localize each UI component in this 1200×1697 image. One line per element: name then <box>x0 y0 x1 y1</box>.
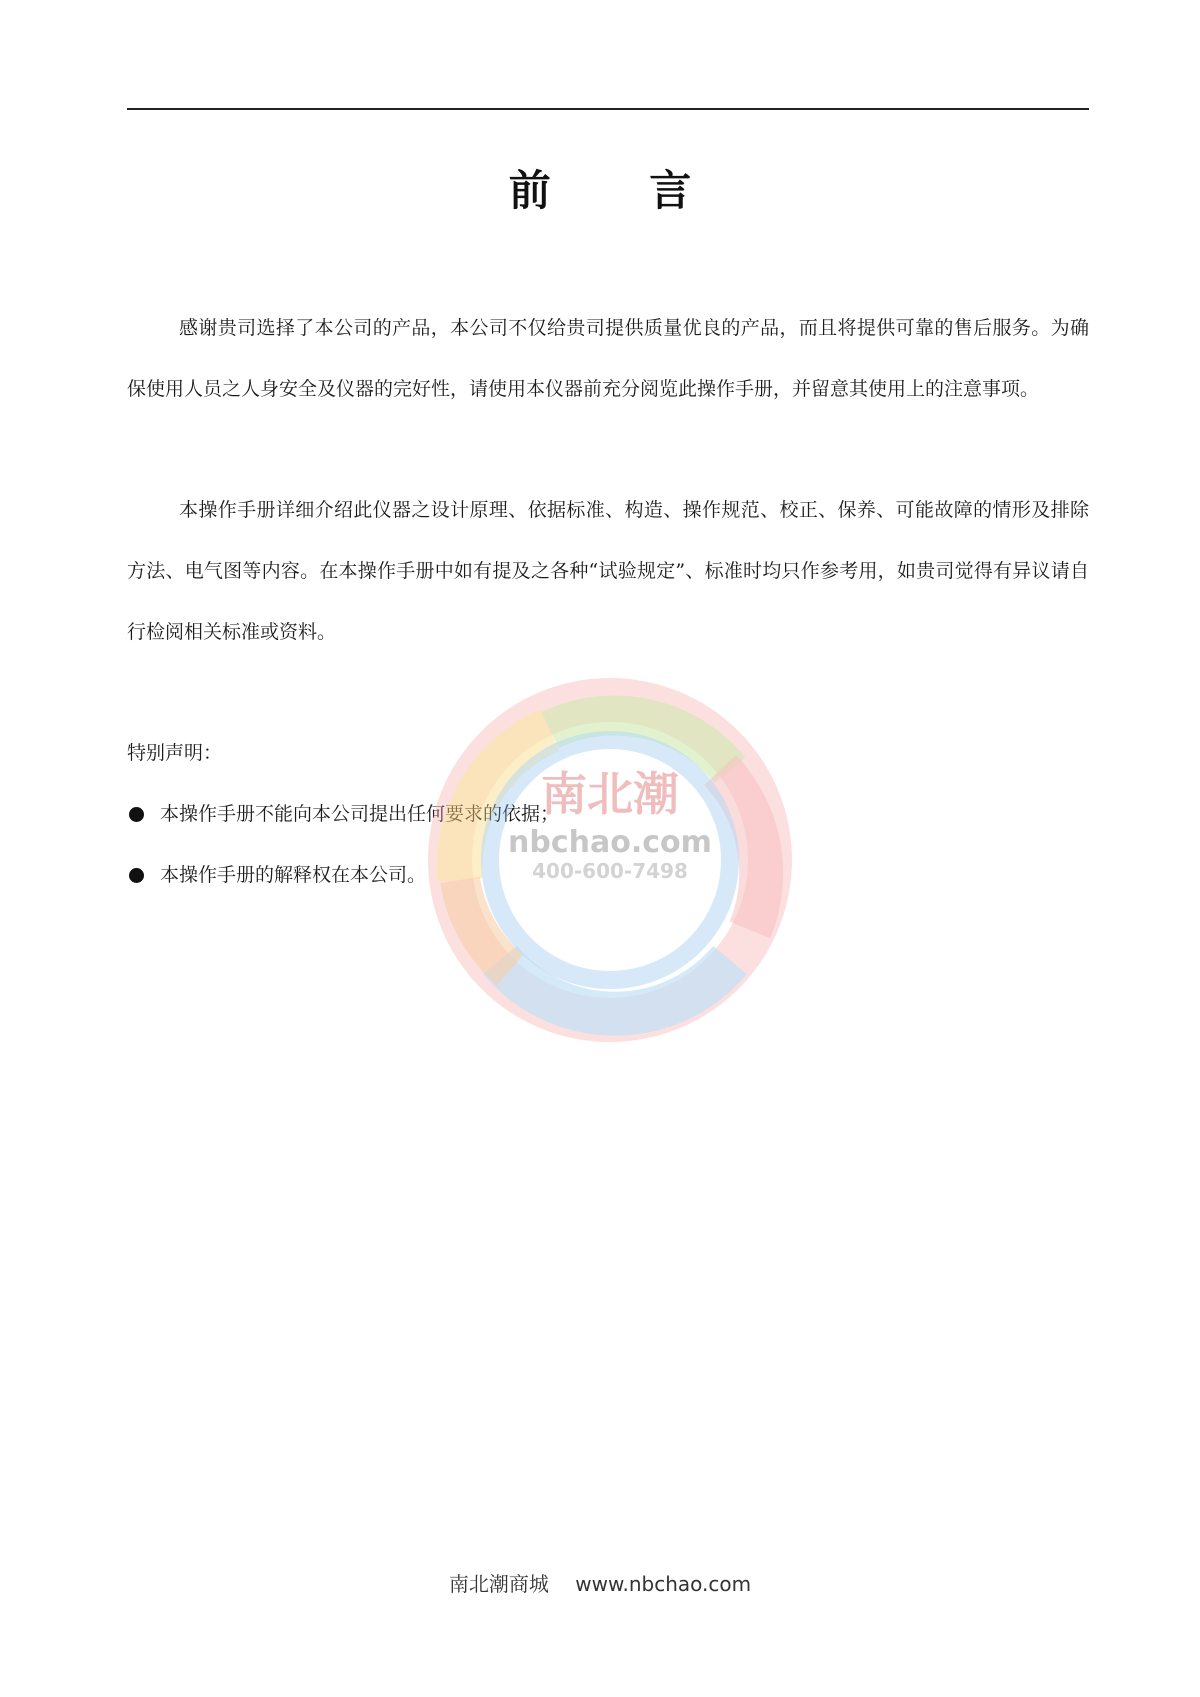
bullet-icon <box>129 868 144 883</box>
page-footer <box>0 1568 1200 1597</box>
watermark-brand: 南北潮 <box>541 767 679 821</box>
intro-paragraph-1: 感谢贵司选择了本公司的产品，本公司不仅给贵司提供质量优良的产品，而且将提供可靠的售后服务。为确保使用人员之人身安全及仪器的完好性，请使用本仪器前充分阅览此操作手册，并留意其使用上的注意事项。 <box>127 317 1089 400</box>
list-item <box>127 794 559 834</box>
list-item <box>127 855 559 895</box>
watermark-phone: 400-600-7498 <box>532 859 688 883</box>
notice-text: 本操作手册的解释权在本公司。 <box>160 864 427 886</box>
footer-shop-name: 南北潮商城 <box>448 1572 549 1596</box>
header-rule <box>127 108 1089 110</box>
bullet-icon <box>129 807 144 822</box>
page-title: 前 言 <box>508 166 734 215</box>
special-notice-list <box>127 794 559 916</box>
watermark-domain: nbchao.com <box>508 825 712 860</box>
notice-text: 本操作手册不能向本公司提出任何要求的依据； <box>160 803 560 825</box>
intro-paragraph-2: 本操作手册详细介绍此仪器之设计原理、依据标准、构造、操作规范、校正、保养、可能故障的情形及排除方法、电气图等内容。在本操作手册中如有提及之各种“试验规定”、标准时均只作参考用，如贵司觉得有异议请自行检阅相关标准或资料。 <box>127 499 1089 643</box>
footer-url[interactable]: www.nbchao.com <box>575 1572 752 1596</box>
special-notice-heading: 特别声明： <box>127 742 223 764</box>
